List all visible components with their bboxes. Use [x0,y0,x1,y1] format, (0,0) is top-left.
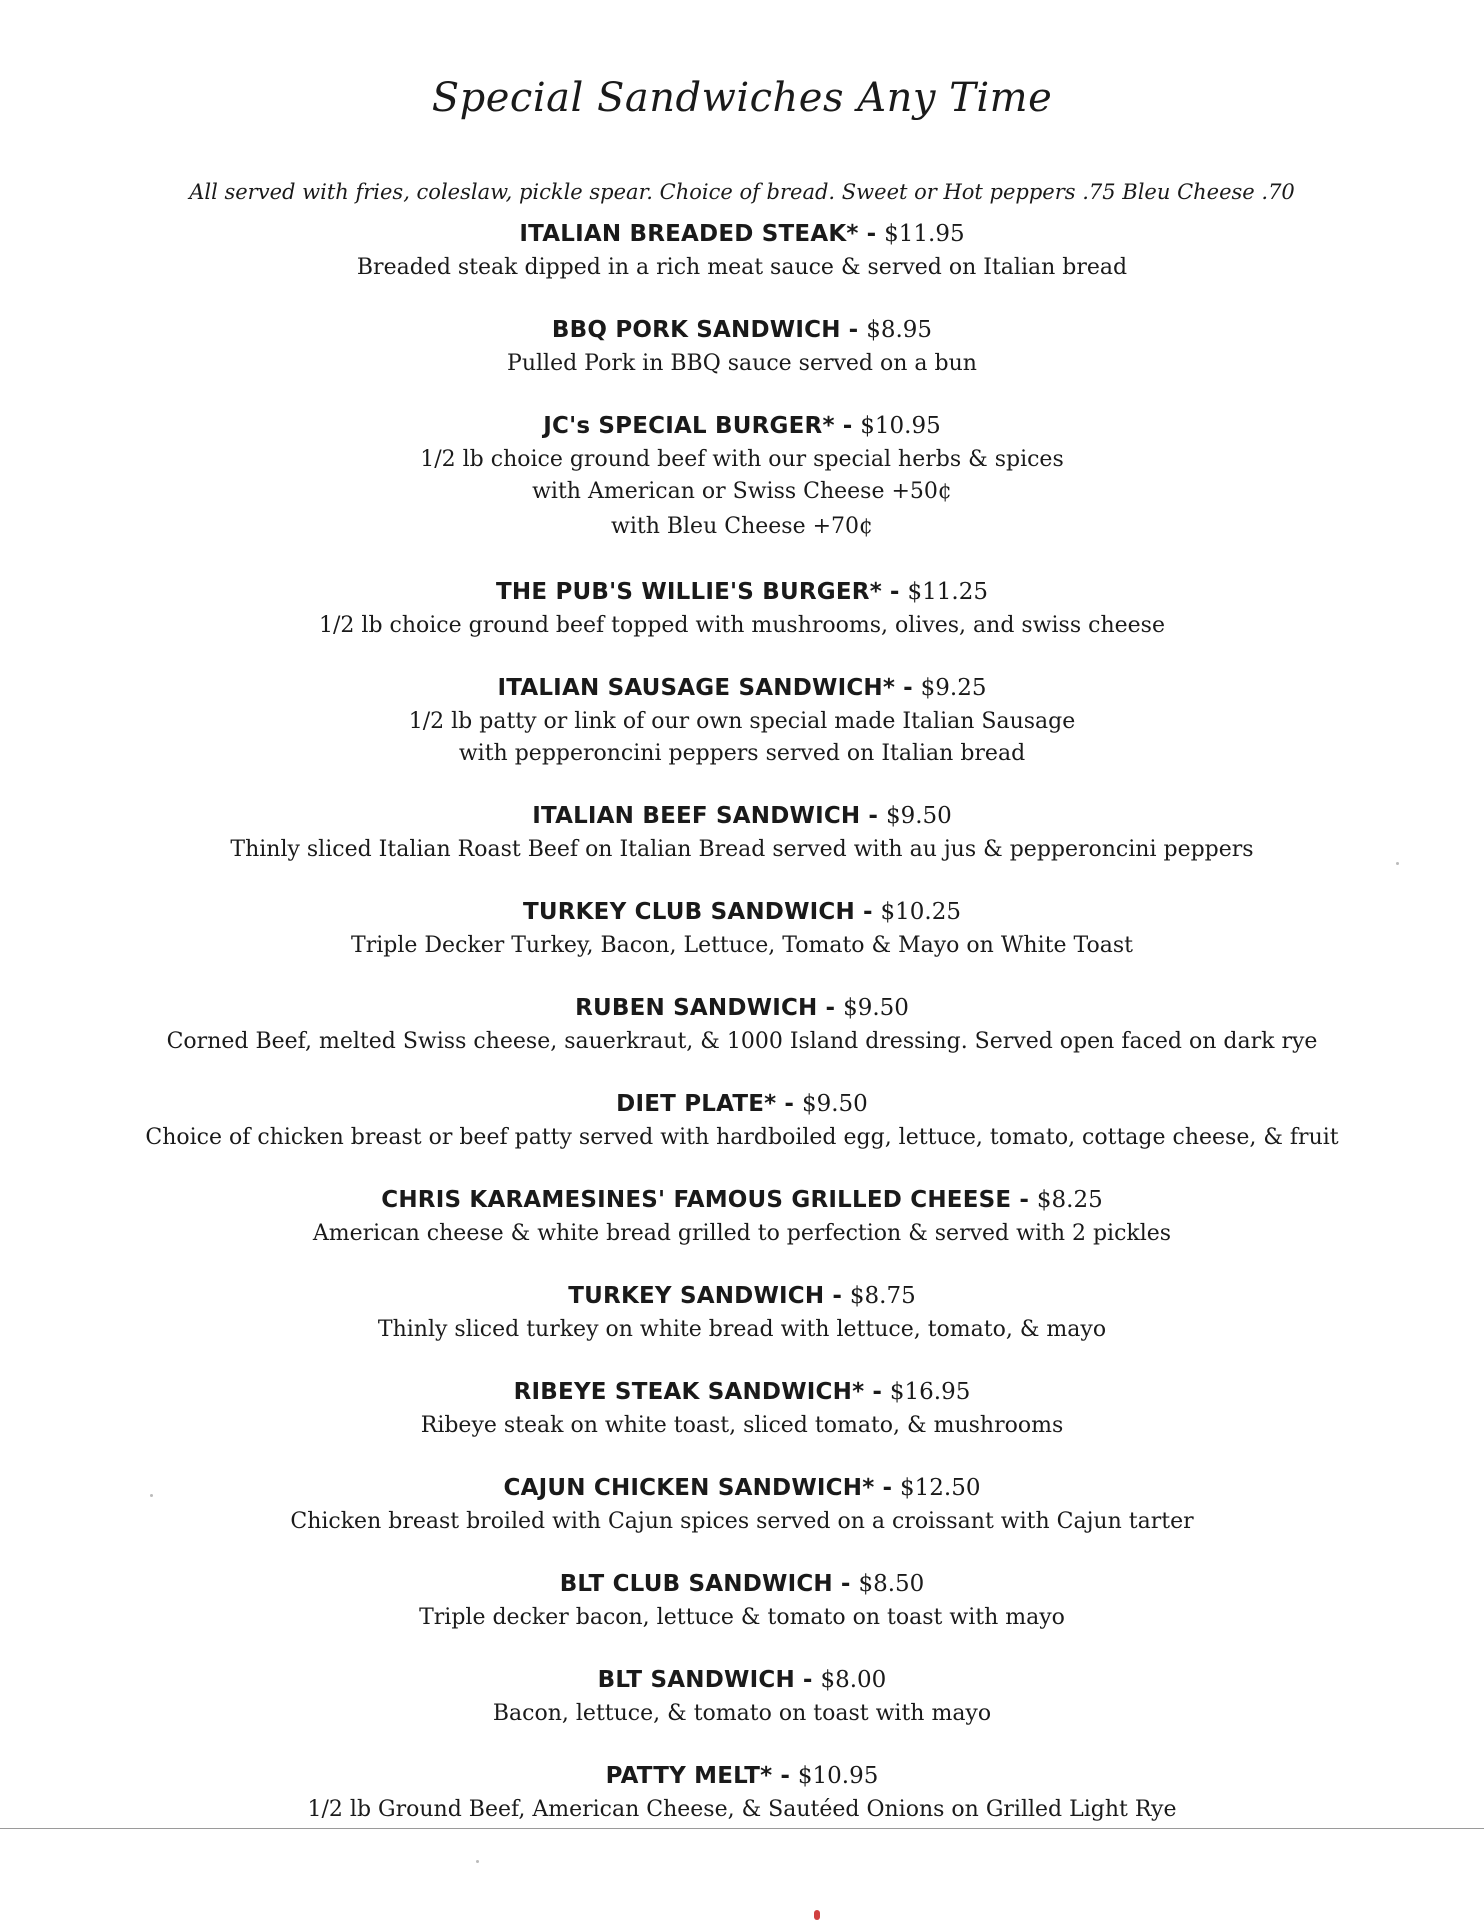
item-name: THE PUB'S WILLIE'S BURGER* [496,579,882,605]
item-description: Corned Beef, melted Swiss cheese, sauerkraut, & 1000 Island dressing. Served open faced on dark rye [166,1029,1318,1054]
item-price: $8.50 [858,1571,925,1597]
item-name: RIBEYE STEAK SANDWICH* [513,1379,865,1405]
menu-item: JC's SPECIAL BURGER* - $10.95 1/2 lb choice ground beef with our special herbs & spices with American or Swiss Cheese +50¢ with Bleu Cheese +70¢ [0,407,1484,546]
item-name: BLT SANDWICH [597,1667,795,1693]
item-price: $9.25 [920,675,987,701]
item-price: $9.50 [885,803,952,829]
item-price: $16.95 [889,1379,971,1405]
item-description: with pepperoncini peppers served on Italian bread [458,741,1026,766]
item-price: $11.95 [884,221,965,247]
item-name: CHRIS KARAMESINES' FAMOUS GRILLED CHEESE [381,1187,1012,1213]
item-description: Triple Decker Turkey, Bacon, Lettuce, Tomato & Mayo on White Toast [351,933,1133,958]
scan-speck [150,1494,153,1497]
item-description: Choice of chicken breast or beef patty served with hardboiled egg, lettuce, tomato, cottage cheese, & fruit [145,1125,1339,1150]
item-description: 1/2 lb choice ground beef topped with mushrooms, olives, and swiss cheese [319,613,1165,638]
menu-item: TURKEY SANDWICH - $8.75 Thinly sliced turkey on white bread with lettuce, tomato, & mayo [0,1277,1484,1346]
item-description: Thinly sliced turkey on white bread with lettuce, tomato, & mayo [377,1317,1107,1342]
item-name: BLT CLUB SANDWICH [559,1571,833,1597]
item-description: 1/2 lb Ground Beef, American Cheese, & Sautéed Onions on Grilled Light Rye [307,1797,1177,1822]
scan-mark [814,1910,820,1920]
menu-item: THE PUB'S WILLIE'S BURGER* - $11.25 1/2 lb choice ground beef topped with mushrooms, olives, and swiss cheese [0,573,1484,642]
item-price: $10.25 [880,899,961,925]
menu-item: RUBEN SANDWICH - $9.50 Corned Beef, melted Swiss cheese, sauerkraut, & 1000 Island dressing. Served open faced on dark rye [0,989,1484,1058]
scan-edge-line [0,1828,1484,1829]
menu-item: DIET PLATE* - $9.50 Choice of chicken breast or beef patty served with hardboiled egg, lettuce, tomato, cottage cheese, & fruit [0,1085,1484,1154]
item-description: with Bleu Cheese +70¢ [610,514,874,539]
item-name: TURKEY CLUB SANDWICH [522,899,855,925]
item-description: Chicken breast broiled with Cajun spices served on a croissant with Cajun tarter [290,1509,1194,1534]
menu-item: PATTY MELT* - $10.95 1/2 lb Ground Beef, American Cheese, & Sautéed Onions on Grilled Light Rye [0,1757,1484,1826]
item-name: JC's SPECIAL BURGER* [543,413,835,439]
item-name: CAJUN CHICKEN SANDWICH* [503,1475,875,1501]
item-name: TURKEY SANDWICH [568,1283,825,1309]
item-price: $12.50 [900,1475,981,1501]
scan-speck [476,1860,479,1863]
menu-item: ITALIAN BEEF SANDWICH - $9.50 Thinly sliced Italian Roast Beef on Italian Bread served with au jus & pepperoncini peppers [0,797,1484,866]
item-price: $10.95 [797,1763,879,1789]
item-name: DIET PLATE* [616,1091,777,1117]
menu-item: TURKEY CLUB SANDWICH - $10.25 Triple Decker Turkey, Bacon, Lettuce, Tomato & Mayo on White Toast [0,893,1484,962]
item-price: $11.25 [907,579,988,605]
item-description: Pulled Pork in BBQ sauce served on a bun [507,351,977,376]
item-description: American cheese & white bread grilled to perfection & served with 2 pickles [312,1221,1172,1246]
menu-item: ITALIAN BREADED STEAK* - $11.95 Breaded steak dipped in a rich meat sauce & served on Italian bread [0,215,1484,284]
item-price: $9.50 [801,1091,868,1117]
menu-item: BBQ PORK SANDWICH - $8.95 Pulled Pork in BBQ sauce served on a bun [0,311,1484,380]
menu-item: BLT CLUB SANDWICH - $8.50 Triple decker bacon, lettuce & tomato on toast with mayo [0,1565,1484,1634]
menu-item: CHRIS KARAMESINES' FAMOUS GRILLED CHEESE - $8.25 American cheese & white bread grilled to perfection & served with 2 pickles [0,1181,1484,1250]
menu-title: Special Sandwiches Any Time [431,75,1053,121]
item-price: $10.95 [860,413,941,439]
scan-speck [1396,862,1399,865]
item-description: 1/2 lb choice ground beef with our special herbs & spices [420,447,1064,472]
item-price: $8.00 [820,1667,887,1693]
menu-list [0,215,1484,1853]
menu-item: CAJUN CHICKEN SANDWICH* - $12.50 Chicken breast broiled with Cajun spices served on a croissant with Cajun tarter [0,1469,1484,1538]
menu-item: RIBEYE STEAK SANDWICH* - $16.95 Ribeye steak on white toast, sliced tomato, & mushrooms [0,1373,1484,1442]
item-description: Ribeye steak on white toast, sliced tomato, & mushrooms [420,1413,1064,1438]
item-description: Bacon, lettuce, & tomato on toast with mayo [492,1701,992,1726]
item-price: $8.75 [849,1283,916,1309]
item-name: PATTY MELT* [605,1763,773,1789]
item-name: ITALIAN BEEF SANDWICH [532,803,861,829]
item-name: ITALIAN BREADED STEAK* [519,221,859,247]
item-price: $9.50 [843,995,909,1021]
menu-subtitle: All served with fries, coleslaw, pickle spear. Choice of bread. Sweet or Hot peppers .75 Bleu Cheese .70 [189,180,1295,204]
item-name: RUBEN SANDWICH [575,995,818,1021]
item-price: $8.95 [866,317,933,343]
item-name: ITALIAN SAUSAGE SANDWICH* [497,675,896,701]
item-description: Thinly sliced Italian Roast Beef on Italian Bread served with au jus & pepperoncini peppers [230,837,1254,862]
item-description: 1/2 lb patty or link of our own special made Italian Sausage [408,709,1076,734]
item-description: Breaded steak dipped in a rich meat sauce & served on Italian bread [356,255,1128,280]
menu-item: ITALIAN SAUSAGE SANDWICH* - $9.25 1/2 lb patty or link of our own special made Italian Sausage with pepperoncini peppers served on Italian bread [0,669,1484,770]
menu-item: BLT SANDWICH - $8.00 Bacon, lettuce, & tomato on toast with mayo [0,1661,1484,1730]
item-name: BBQ PORK SANDWICH [551,317,841,343]
item-description: with American or Swiss Cheese +50¢ [532,479,952,504]
item-price: $8.25 [1036,1187,1103,1213]
item-description: Triple decker bacon, lettuce & tomato on toast with mayo [419,1605,1065,1630]
